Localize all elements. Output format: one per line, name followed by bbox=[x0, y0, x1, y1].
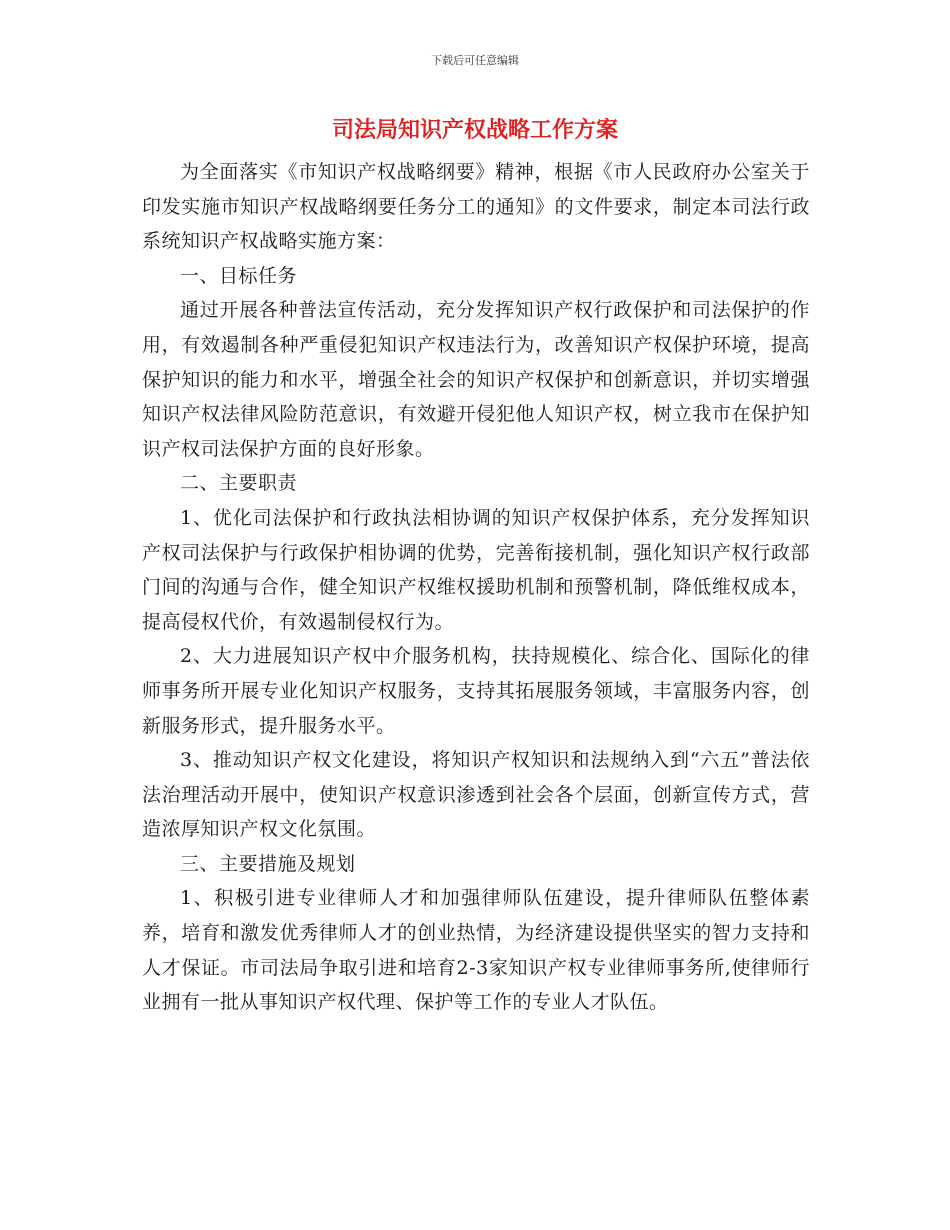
measure-paragraph-1: 1、积极引进专业律师人才和加强律师队伍建设，提升律师队伍整体素养，培育和激发优秀律师人才的创业热情，为经济建设提供坚实的智力支持和人才保证。市司法局争取引进和培育2-3家知识产权专业律师事务所,使律师行业拥有一批从事知识产权代理、保护等工作的专业人才队伍。 bbox=[142, 887, 810, 1014]
page-header-note: 下载后可任意编辑 bbox=[431, 54, 519, 67]
document-title: 司法局知识产权战略工作方案 bbox=[331, 118, 618, 143]
duty-paragraph-1: 1、优化司法保护和行政执法相协调的知识产权保护体系，充分发挥知识产权司法保护与行政保护相协调的优势，完善衔接机制，强化知识产权行政部门间的沟通与合作，健全知识产权维权援助机制和预警机制，降低维权成本，提高侵权代价，有效遏制侵权行为。 bbox=[142, 506, 810, 633]
duty-paragraph-2: 2、大力进展知识产权中介服务机构，扶持规模化、综合化、国际化的律师事务所开展专业化知识产权服务，支持其拓展服务领域，丰富服务内容，创新服务形式，提升服务水平。 bbox=[142, 645, 810, 737]
duty-paragraph-3: 3、推动知识产权文化建设，将知识产权知识和法规纳入到“六五”普法依法治理活动开展中，使知识产权意识渗透到社会各个层面，创新宣传方式，营造浓厚知识产权文化氛围。 bbox=[142, 749, 810, 841]
section-heading-duties: 二、主要职责 bbox=[180, 472, 298, 495]
goals-paragraph: 通过开展各种普法宣传活动，充分发挥知识产权行政保护和司法保护的作用，有效遏制各种严重侵犯知识产权违法行为，改善知识产权保护环境，提高保护知识的能力和水平，增强全社会的知识产权保护和创新意识，并切实增强知识产权法律风险防范意识，有效避开侵犯他人知识产权，树立我市在保护知识产权司法保护方面的良好形象。 bbox=[142, 299, 810, 460]
intro-paragraph: 为全面落实《市知识产权战略纲要》精神，根据《市人民政府办公室关于印发实施市知识产权战略纲要任务分工的通知》的文件要求，制定本司法行政系统知识产权战略实施方案： bbox=[142, 161, 810, 253]
document-body bbox=[142, 155, 810, 1020]
section-heading-measures: 三、主要措施及规划 bbox=[180, 852, 356, 875]
section-heading-goals: 一、目标任务 bbox=[180, 264, 298, 287]
